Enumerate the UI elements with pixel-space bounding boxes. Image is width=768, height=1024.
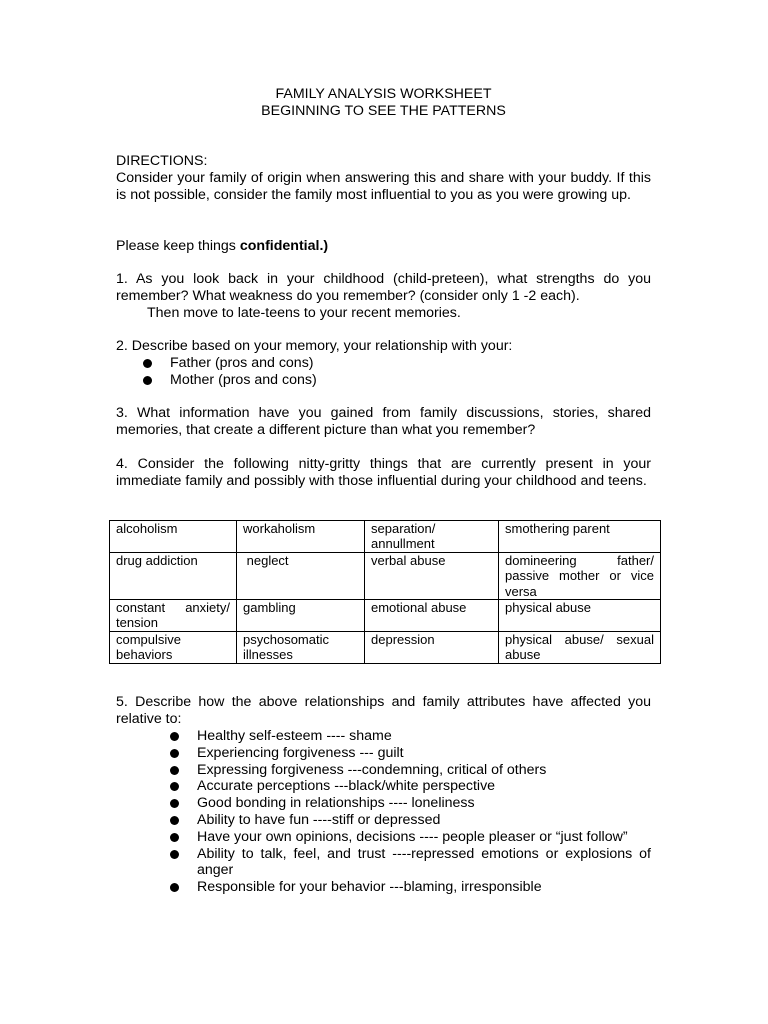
list-item: Ability to have fun ----stiff or depressed: [170, 812, 651, 829]
table-row: [110, 521, 661, 553]
bullet-icon: [143, 376, 152, 385]
list-item: Healthy self-esteem ---- shame: [170, 728, 651, 745]
table-row: [110, 552, 661, 599]
table-cell: smothering parent: [499, 521, 661, 553]
confidential-prefix: Please keep things: [116, 238, 240, 254]
table-cell: physical abuse/ sexual abuse: [499, 631, 661, 663]
confidential-bold: confidential.): [239, 238, 329, 254]
table-cell: physical abuse: [499, 600, 661, 632]
bullet-icon: [170, 732, 179, 741]
list-item: Father (pros and cons): [143, 355, 651, 372]
confidential-note: [116, 238, 651, 255]
list-item: Good bonding in relationships ---- loneliness: [170, 795, 651, 812]
table-cell: compulsive behaviors: [110, 631, 237, 663]
family-attributes-table: [109, 520, 661, 664]
list-item: Have your own opinions, decisions ---- people pleaser or “just follow”: [170, 829, 651, 846]
table-cell: psychosomatic illnesses: [237, 631, 365, 663]
table-cell: neglect: [237, 552, 365, 599]
bullet-icon: [170, 799, 179, 808]
question-1-followup: Then move to late-teens to your recent memories.: [147, 305, 461, 321]
table-row: [110, 631, 661, 663]
table-cell: domineering father/ passive mother or vice versa: [499, 552, 661, 599]
table-cell: emotional abuse: [365, 600, 499, 632]
table-cell: workaholism: [237, 521, 365, 553]
list-item: Expressing forgiveness ---condemning, critical of others: [170, 762, 651, 779]
table-cell: verbal abuse: [365, 552, 499, 599]
table-cell: separation/ annullment: [365, 521, 499, 553]
directions-text: Consider your family of origin when answering this and share with your buddy. If this is not possible, consider the family most influential to you as you were growing up.: [116, 170, 651, 203]
question-5: 5. Describe how the above relationships and family attributes have affected you relative to:: [116, 694, 651, 727]
list-item: Experiencing forgiveness --- guilt: [170, 745, 651, 762]
bullet-icon: [170, 883, 179, 892]
table-cell: depression: [365, 631, 499, 663]
table-cell: alcoholism: [110, 521, 237, 553]
list-item: Accurate perceptions ---black/white perspective: [170, 778, 651, 795]
list-item: Mother (pros and cons): [143, 372, 651, 389]
question-4: 4. Consider the following nitty-gritty things that are currently present in your immediate family and possibly with those influential during your childhood and teens.: [116, 456, 651, 489]
table-cell: drug addiction: [110, 552, 237, 599]
table-cell: constant anxiety/ tension: [110, 600, 237, 632]
table-row: [110, 600, 661, 632]
list-item: Responsible for your behavior ---blaming, irresponsible: [170, 879, 651, 896]
table-cell: gambling: [237, 600, 365, 632]
question-1: 1. As you look back in your childhood (child-preteen), what strengths do you remember? What weakness do you remember? (consider only 1 -2 each).: [116, 271, 651, 304]
list-item: Ability to talk, feel, and trust ----repressed emotions or explosions of anger: [170, 846, 651, 880]
page-subtitle: BEGINNING TO SEE THE PATTERNS: [261, 103, 506, 119]
page-title: FAMILY ANALYSIS WORKSHEET: [275, 86, 492, 102]
question-5-bullets: [170, 728, 651, 896]
question-2: 2. Describe based on your memory, your relationship with your:: [116, 338, 513, 354]
bullet-icon: [143, 359, 152, 368]
bullet-icon: [170, 766, 179, 775]
question-3: 3. What information have you gained from family discussions, stories, shared memories, that create a different picture than what you remember?: [116, 405, 651, 438]
bullet-icon: [170, 850, 179, 859]
bullet-icon: [170, 816, 179, 825]
bullet-icon: [170, 749, 179, 758]
directions-heading: DIRECTIONS:: [116, 153, 208, 169]
bullet-icon: [170, 833, 179, 842]
bullet-icon: [170, 782, 179, 791]
question-2-bullets: [143, 355, 651, 389]
